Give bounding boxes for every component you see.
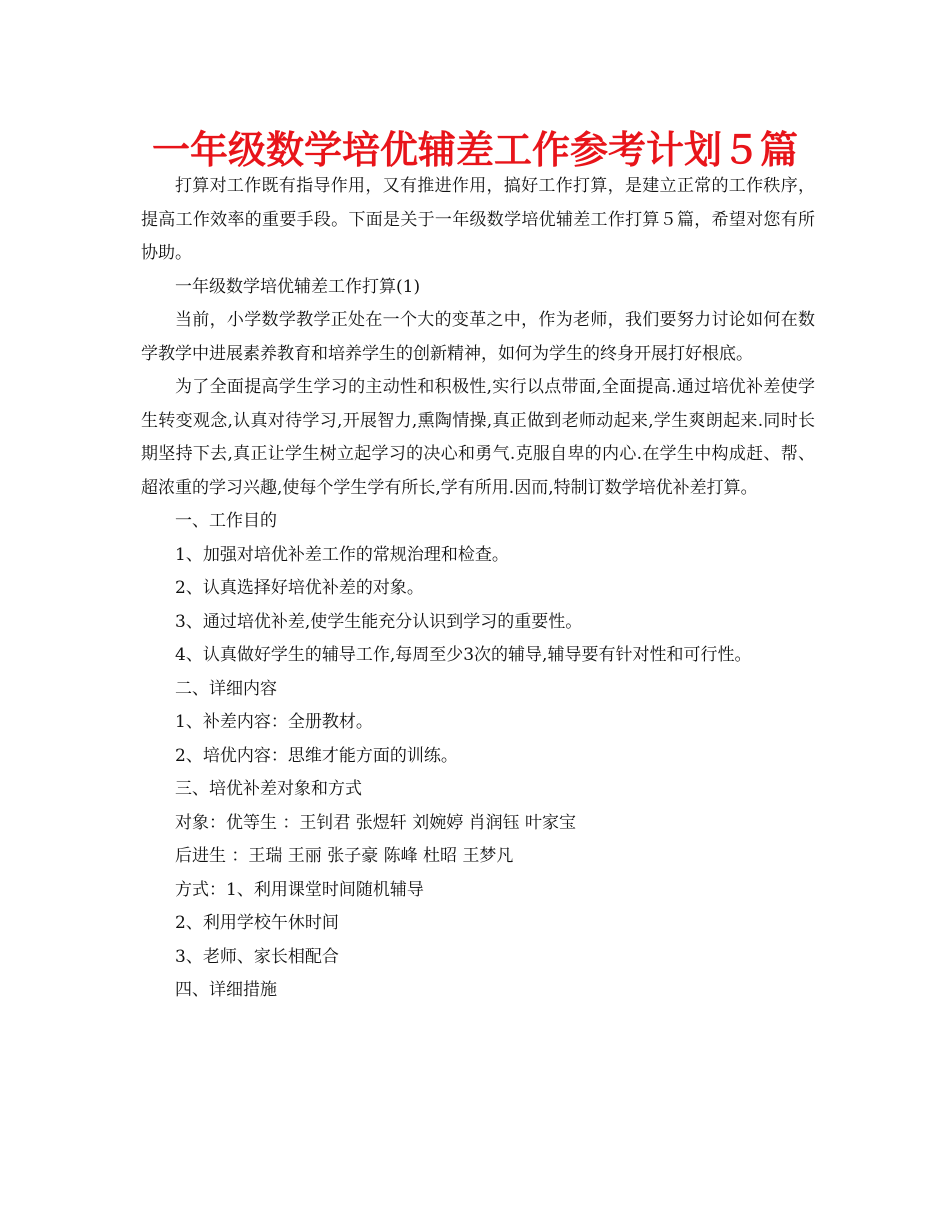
- document-title: 一年级数学培优辅差工作参考计划５篇: [151, 128, 798, 172]
- list-item: 1、加强对培优补差工作的常规治理和检查。: [175, 544, 509, 565]
- section-heading: 一年级数学培优辅差工作打算(1): [175, 276, 421, 297]
- list-item: 对象：优等生 ：王钊君 张煜轩 刘婉婷 肖润钰 叶家宝: [175, 812, 577, 833]
- paragraph-current: 当前，小学数学教学正处在一个大的变革之中，作为老师，我们要努力讨论如何在数学教学中进展素养教育和培养学生的创新精神，如何为学生的终身开展打好根底。: [141, 310, 815, 364]
- list-item: 3、老师、家长相配合: [175, 946, 339, 967]
- list-item: 3、通过培优补差,使学生能充分认识到学习的重要性。: [175, 611, 583, 632]
- list-item: 后进生 ：王瑞 王丽 张子豪 陈峰 杜昭 王梦凡: [175, 846, 514, 866]
- heading-content: 二、详细内容: [175, 678, 277, 699]
- heading-goals: 一、工作目的: [175, 511, 277, 531]
- intro-paragraph: 打算对工作既有指导作用，又有推进作用，搞好工作打算，是建立正常的工作秩序，提高工作效率的重要手段。下面是关于一年级数学培优辅差工作打算５篇，希望对您有所协助。: [141, 176, 815, 263]
- document-body: [141, 170, 815, 1008]
- list-item: 2、培优内容：思维才能方面的训练。: [175, 745, 458, 766]
- list-item: 2、利用学校午休时间: [175, 913, 339, 933]
- list-item: 方式：1、利用课堂时间随机辅导: [175, 879, 424, 900]
- list-item: 4、认真做好学生的辅导工作,每周至少3次的辅导,辅导要有针对性和可行性。: [175, 645, 752, 665]
- list-item: 2、认真选择好培优补差的对象。: [175, 578, 424, 598]
- paragraph-purpose: 为了全面提高学生学习的主动性和积极性,实行以点带面,全面提高.通过培优补差使学生转变观念,认真对待学习,开展智力,熏陶情操,真正做到老师动起来,学生爽朗起来.同时长期坚持下去,真正让学生树立起学习的决心和勇气.克服自卑的内心.在学生中构成赶、帮、超浓重的学习兴趣,使每个学生学有所长,学有所用.因而,特制订数学培优补差打算。: [141, 377, 815, 498]
- list-item: 1、补差内容：全册教材。: [175, 712, 373, 732]
- heading-measures: 四、详细措施: [175, 980, 277, 1000]
- heading-targets: 三、培优补差对象和方式: [175, 779, 362, 799]
